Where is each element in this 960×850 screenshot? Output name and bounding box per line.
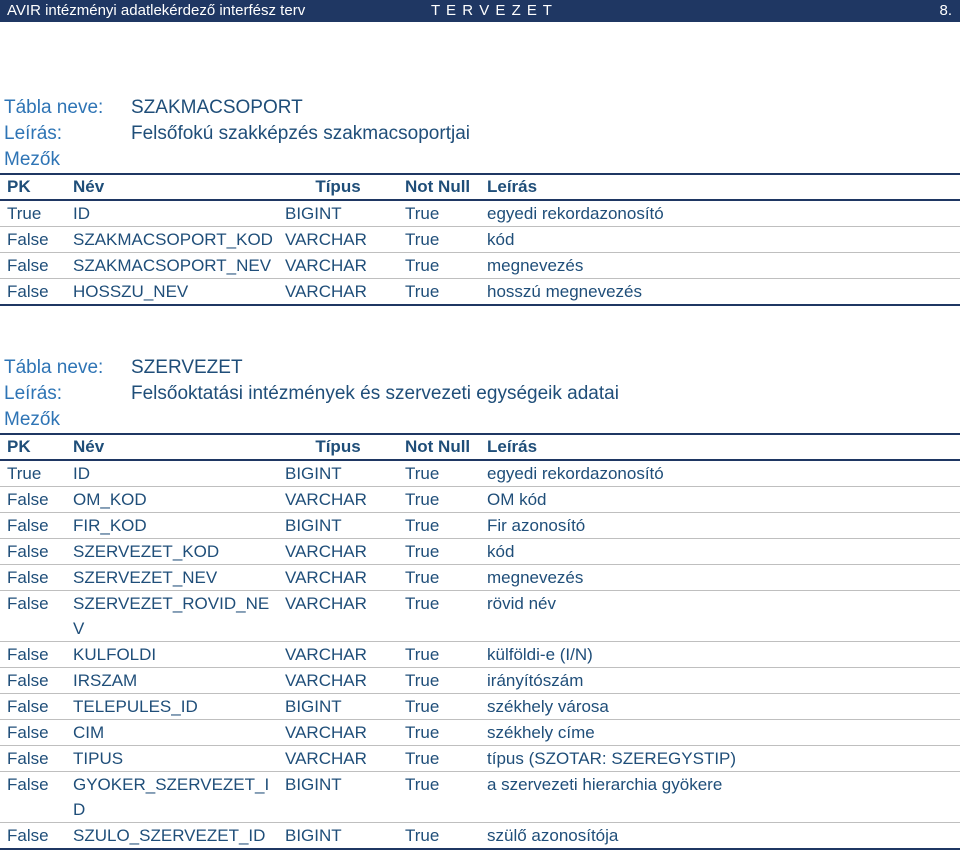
pk-cell: False bbox=[0, 694, 66, 720]
field-name-cell: SZERVEZET_KOD bbox=[66, 539, 278, 565]
field-type-cell: VARCHAR bbox=[278, 720, 398, 746]
field-type-cell: VARCHAR bbox=[278, 487, 398, 513]
table-description-row bbox=[0, 381, 960, 407]
field-description-cell: rövid név bbox=[480, 591, 960, 642]
table-row bbox=[0, 746, 960, 772]
table-row bbox=[0, 668, 960, 694]
table-row bbox=[0, 823, 960, 850]
document-status: T E R V E Z E T bbox=[431, 2, 553, 19]
field-name-cell: SZAKMACSOPORT_NEV bbox=[66, 253, 278, 279]
not-null-cell: True bbox=[398, 746, 480, 772]
table-header-row bbox=[0, 174, 960, 200]
fields-heading-row bbox=[0, 147, 960, 173]
field-description-cell: kód bbox=[480, 539, 960, 565]
pk-cell: False bbox=[0, 279, 66, 306]
column-header-pk: PK bbox=[0, 174, 66, 200]
not-null-cell: True bbox=[398, 823, 480, 850]
field-name-cell: FIR_KOD bbox=[66, 513, 278, 539]
table-description-row bbox=[0, 121, 960, 147]
table-name-value: SZAKMACSOPORT bbox=[131, 97, 303, 118]
table-header-row bbox=[0, 434, 960, 460]
field-type-cell: BIGINT bbox=[278, 200, 398, 227]
table-name-label: Tábla neve: bbox=[4, 357, 104, 378]
pk-cell: False bbox=[0, 565, 66, 591]
table-name-value: SZERVEZET bbox=[131, 357, 243, 378]
field-type-cell: VARCHAR bbox=[278, 565, 398, 591]
column-header-description: Leírás bbox=[480, 434, 960, 460]
table-name-row bbox=[0, 355, 960, 381]
field-name-cell: ID bbox=[66, 460, 278, 487]
pk-cell: False bbox=[0, 720, 66, 746]
pk-cell: False bbox=[0, 591, 66, 642]
field-type-cell: VARCHAR bbox=[278, 227, 398, 253]
field-type-cell: BIGINT bbox=[278, 823, 398, 850]
table-row bbox=[0, 565, 960, 591]
field-description-cell: hosszú megnevezés bbox=[480, 279, 960, 306]
not-null-cell: True bbox=[398, 279, 480, 306]
column-header-not-null: Not Null bbox=[398, 434, 480, 460]
field-name-cell: TIPUS bbox=[66, 746, 278, 772]
not-null-cell: True bbox=[398, 720, 480, 746]
field-description-cell: egyedi rekordazonosító bbox=[480, 460, 960, 487]
field-name-cell: SZERVEZET_NEV bbox=[66, 565, 278, 591]
not-null-cell: True bbox=[398, 694, 480, 720]
table-name-row bbox=[0, 95, 960, 121]
pk-cell: False bbox=[0, 668, 66, 694]
field-type-cell: BIGINT bbox=[278, 772, 398, 823]
pk-cell: False bbox=[0, 227, 66, 253]
field-name-cell: KULFOLDI bbox=[66, 642, 278, 668]
table-row bbox=[0, 539, 960, 565]
field-description-cell: egyedi rekordazonosító bbox=[480, 200, 960, 227]
pk-cell: False bbox=[0, 539, 66, 565]
field-name-cell: GYOKER_SZERVEZET_ID bbox=[66, 772, 278, 823]
field-type-cell: VARCHAR bbox=[278, 279, 398, 306]
field-description-cell: OM kód bbox=[480, 487, 960, 513]
not-null-cell: True bbox=[398, 591, 480, 642]
pk-cell: False bbox=[0, 823, 66, 850]
field-name-cell: SZERVEZET_ROVID_NEV bbox=[66, 591, 278, 642]
field-type-cell: VARCHAR bbox=[278, 746, 398, 772]
table-row bbox=[0, 487, 960, 513]
field-description-cell: szülő azonosítója bbox=[480, 823, 960, 850]
field-name-cell: SZULO_SZERVEZET_ID bbox=[66, 823, 278, 850]
field-description-cell: külföldi-e (I/N) bbox=[480, 642, 960, 668]
table-description-label: Leírás: bbox=[4, 383, 63, 404]
column-header-description: Leírás bbox=[480, 174, 960, 200]
pk-cell: False bbox=[0, 642, 66, 668]
table-row bbox=[0, 279, 960, 306]
pk-cell: False bbox=[0, 487, 66, 513]
table-description-label: Leírás: bbox=[4, 123, 63, 144]
field-description-cell: székhely címe bbox=[480, 720, 960, 746]
field-name-cell: ID bbox=[66, 200, 278, 227]
table-body bbox=[0, 460, 960, 849]
field-type-cell: BIGINT bbox=[278, 694, 398, 720]
table-row bbox=[0, 253, 960, 279]
field-description-cell: Fir azonosító bbox=[480, 513, 960, 539]
column-header-not-null: Not Null bbox=[398, 174, 480, 200]
table-row bbox=[0, 460, 960, 487]
table-description-value: Felsőfokú szakképzés szakmacsoportjai bbox=[131, 123, 470, 144]
not-null-cell: True bbox=[398, 513, 480, 539]
fields-heading-row bbox=[0, 407, 960, 433]
not-null-cell: True bbox=[398, 460, 480, 487]
field-description-cell: típus (SZOTAR: SZEREGYSTIP) bbox=[480, 746, 960, 772]
field-type-cell: VARCHAR bbox=[278, 253, 398, 279]
field-description-cell: a szervezeti hierarchia gyökere bbox=[480, 772, 960, 823]
field-type-cell: VARCHAR bbox=[278, 642, 398, 668]
table-row bbox=[0, 772, 960, 823]
field-name-cell: HOSSZU_NEV bbox=[66, 279, 278, 306]
pk-cell: False bbox=[0, 772, 66, 823]
not-null-cell: True bbox=[398, 200, 480, 227]
pk-cell: False bbox=[0, 746, 66, 772]
table-row bbox=[0, 513, 960, 539]
table-row bbox=[0, 694, 960, 720]
not-null-cell: True bbox=[398, 772, 480, 823]
field-name-cell: CIM bbox=[66, 720, 278, 746]
not-null-cell: True bbox=[398, 539, 480, 565]
fields-heading: Mezők bbox=[4, 149, 60, 170]
table-description-value: Felsőoktatási intézmények és szervezeti egységeik adatai bbox=[131, 383, 619, 404]
table-section-szervezet bbox=[0, 355, 960, 850]
column-header-type: Típus bbox=[278, 174, 398, 200]
table-section-szakmacsoport bbox=[0, 95, 960, 306]
not-null-cell: True bbox=[398, 487, 480, 513]
table-row bbox=[0, 642, 960, 668]
table-row bbox=[0, 591, 960, 642]
field-type-cell: VARCHAR bbox=[278, 591, 398, 642]
column-header-pk: PK bbox=[0, 434, 66, 460]
column-header-type: Típus bbox=[278, 434, 398, 460]
not-null-cell: True bbox=[398, 227, 480, 253]
field-description-cell: megnevezés bbox=[480, 253, 960, 279]
fields-table bbox=[0, 433, 960, 850]
pk-cell: False bbox=[0, 513, 66, 539]
field-name-cell: SZAKMACSOPORT_KOD bbox=[66, 227, 278, 253]
field-type-cell: BIGINT bbox=[278, 460, 398, 487]
field-type-cell: VARCHAR bbox=[278, 539, 398, 565]
column-header-name: Név bbox=[66, 434, 278, 460]
page-number: 8. bbox=[939, 2, 952, 19]
field-type-cell: BIGINT bbox=[278, 513, 398, 539]
table-row bbox=[0, 200, 960, 227]
fields-heading: Mezők bbox=[4, 409, 60, 430]
field-name-cell: OM_KOD bbox=[66, 487, 278, 513]
field-name-cell: TELEPULES_ID bbox=[66, 694, 278, 720]
pk-cell: True bbox=[0, 200, 66, 227]
table-name-label: Tábla neve: bbox=[4, 97, 104, 118]
not-null-cell: True bbox=[398, 668, 480, 694]
field-type-cell: VARCHAR bbox=[278, 668, 398, 694]
table-row bbox=[0, 227, 960, 253]
fields-table bbox=[0, 173, 960, 306]
field-description-cell: székhely városa bbox=[480, 694, 960, 720]
not-null-cell: True bbox=[398, 642, 480, 668]
document-header bbox=[0, 0, 960, 22]
table-row bbox=[0, 720, 960, 746]
column-header-name: Név bbox=[66, 174, 278, 200]
field-name-cell: IRSZAM bbox=[66, 668, 278, 694]
field-description-cell: irányítószám bbox=[480, 668, 960, 694]
document-title: AVIR intézményi adatlekérdező interfész terv bbox=[7, 2, 306, 19]
field-description-cell: megnevezés bbox=[480, 565, 960, 591]
field-description-cell: kód bbox=[480, 227, 960, 253]
pk-cell: False bbox=[0, 253, 66, 279]
not-null-cell: True bbox=[398, 565, 480, 591]
table-body bbox=[0, 200, 960, 305]
not-null-cell: True bbox=[398, 253, 480, 279]
pk-cell: True bbox=[0, 460, 66, 487]
